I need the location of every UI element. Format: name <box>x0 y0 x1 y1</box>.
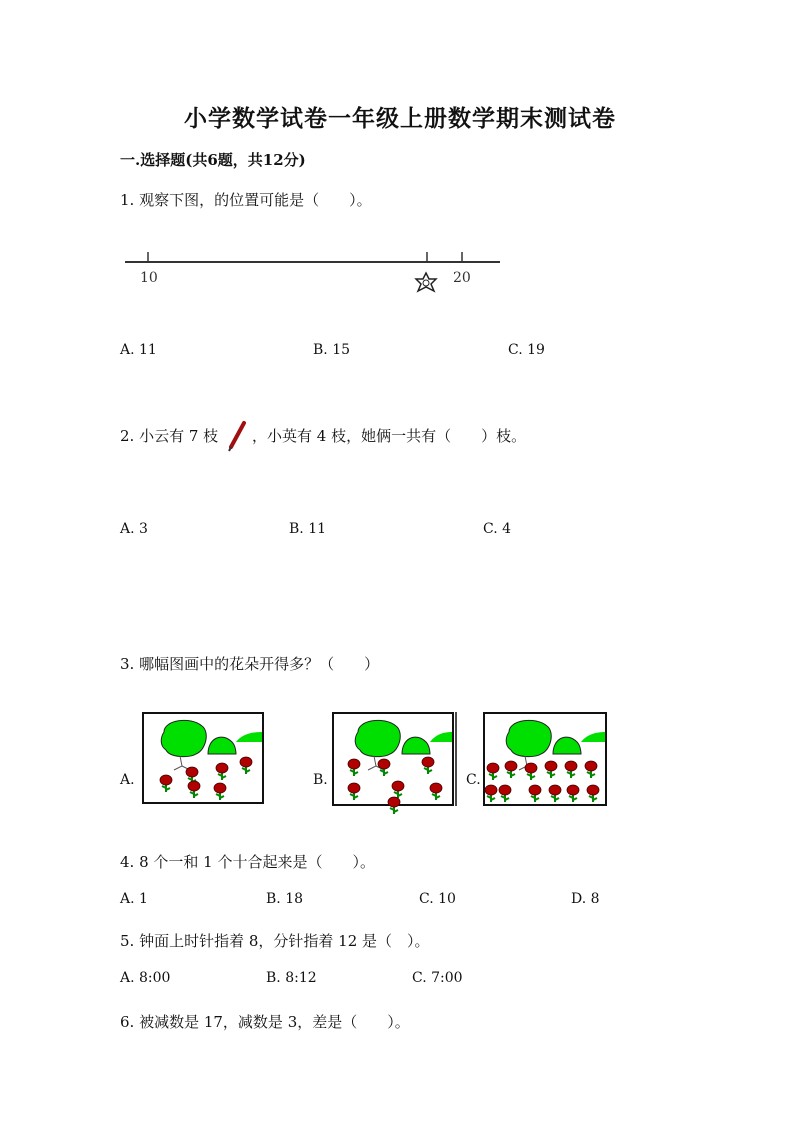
q5-option-a[interactable]: A. 8:00 <box>120 970 171 986</box>
question-3-text: 3. 哪幅图画中的花朵开得多？（ ） <box>120 655 380 673</box>
q2-option-a[interactable]: A. 3 <box>120 521 148 537</box>
sun-icon <box>416 273 436 291</box>
q5-option-b[interactable]: B. 8:12 <box>266 970 317 986</box>
q4-option-d[interactable]: D. 8 <box>571 891 600 907</box>
q4-option-c[interactable]: C. 10 <box>419 891 456 907</box>
tick-label-20: 20 <box>453 270 471 286</box>
q2-option-c[interactable]: C. 4 <box>483 521 512 537</box>
question-2-text-start: 2. 小云有 7 枝 <box>120 427 219 445</box>
q1-option-b[interactable]: B. 15 <box>313 342 351 358</box>
page-title: 小学数学试卷一年级上册数学期末测试卷 <box>184 105 616 132</box>
pencil-icon <box>226 421 248 453</box>
q2-option-b[interactable]: B. 11 <box>289 521 327 537</box>
q4-option-a[interactable]: A. 1 <box>120 891 148 907</box>
question-4-text: 4. 8 个一和 1 个十合起来是（ ）。 <box>120 853 375 871</box>
section-heading: 一.选择题(共6题，共12分) <box>120 151 306 169</box>
question-1-text: 1. 观察下图，的位置可能是（ ）。 <box>120 191 372 209</box>
question-6-text: 6. 被减数是 17，减数是 3，差是（ ）。 <box>120 1013 410 1031</box>
q3-picture-b[interactable] <box>332 712 458 806</box>
q3-picture-a[interactable] <box>142 712 264 804</box>
number-line <box>120 245 510 305</box>
q4-option-b[interactable]: B. 18 <box>266 891 304 907</box>
q3-option-b-label[interactable]: B. <box>313 772 328 788</box>
q1-option-c[interactable]: C. 19 <box>508 342 545 358</box>
q5-option-c[interactable]: C. 7:00 <box>412 970 463 986</box>
q3-option-c-label[interactable]: C. <box>466 772 481 788</box>
tick-label-10: 10 <box>140 270 158 286</box>
flower-icon <box>388 797 400 814</box>
q3-option-a-label[interactable]: A. <box>120 772 135 788</box>
question-5-text: 5. 钟面上时针指着 8，分针指着 12 是（ ）。 <box>120 932 430 950</box>
q1-option-a[interactable]: A. 11 <box>120 342 157 358</box>
question-2-text-end: ，小英有 4 枝，她俩一共有（ ）枝。 <box>252 427 527 445</box>
q3-picture-c[interactable] <box>483 712 607 806</box>
